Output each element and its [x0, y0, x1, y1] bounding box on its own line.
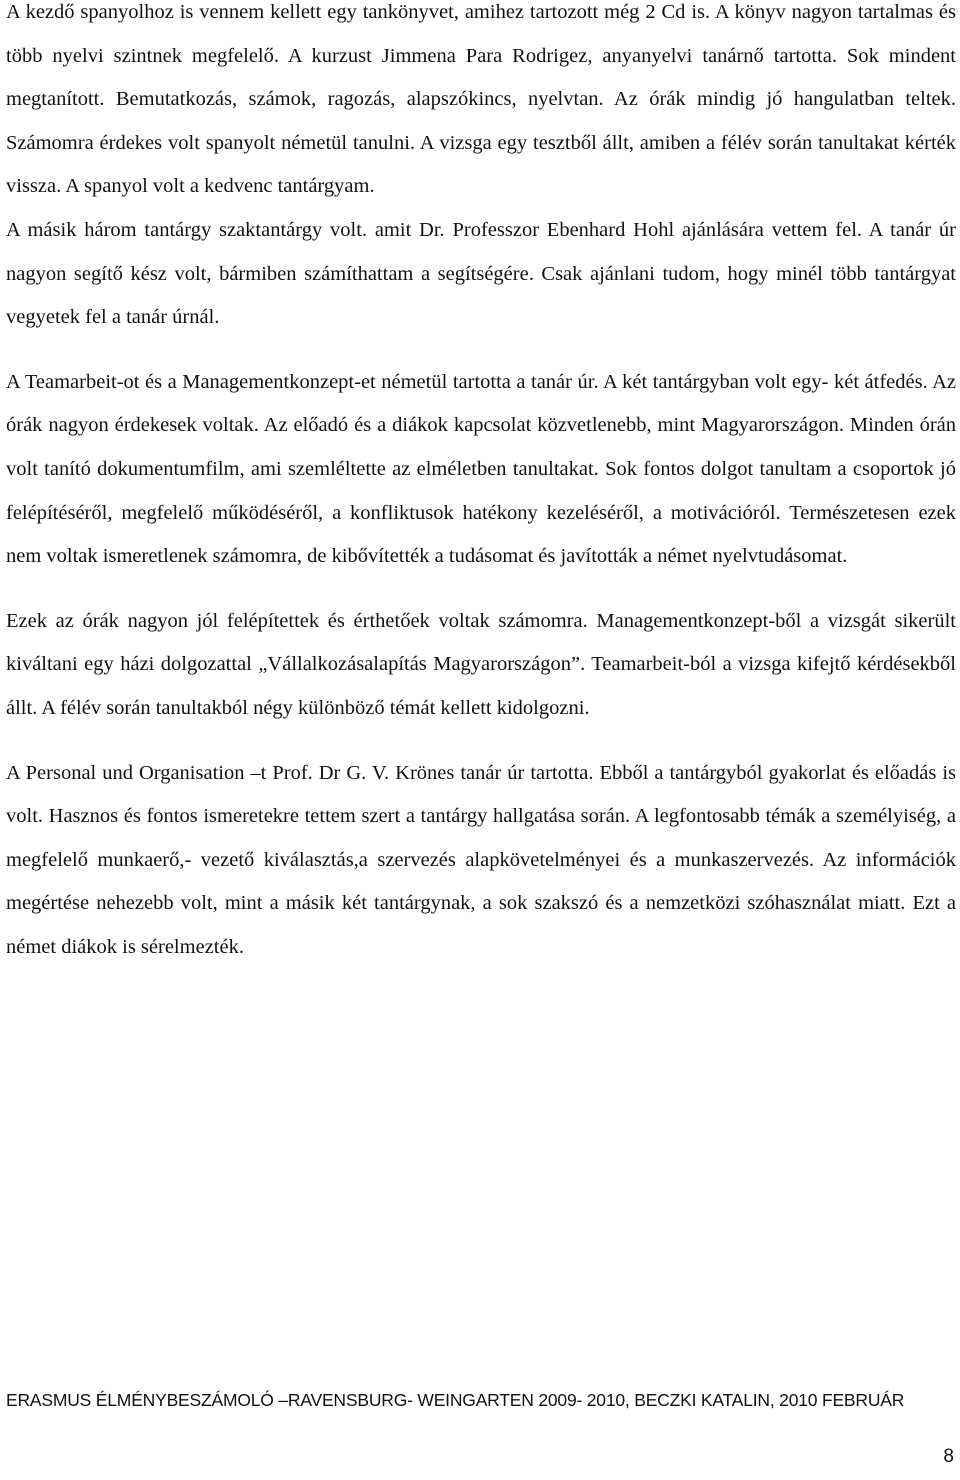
paragraph-other-subjects: A másik három tantárgy szaktantárgy volt. amit Dr. Professzor Ebenhard Hohl ajánlására vettem fel. A tanár úr nagyon segítő kész volt, bármiben számíthattam a segítségére. Csak ajánlani tudom, hogy minél több tantárgyat vegyetek fel a tanár úrnál. [6, 218, 956, 329]
paragraph-exams: Ezek az órák nagyon jól felépítettek és érthetőek voltak számomra. Managementkonzept-ből a vizsgát sikerült kiváltani egy házi dolgozattal „Vállalkozásalapítás Magyarországon”. Teamarbeit-ból a vizsga kifejtő kérdésekből állt. A félév során tanultakból négy különböző témát kellett kidolgozni. [6, 609, 956, 719]
page-number: 8 [943, 1446, 954, 1467]
paragraph-personal-organisation: A Personal und Organisation –t Prof. Dr G. V. Krönes tanár úr tartotta. Ebből a tantárgyból gyakorlat és előadás is volt. Hasznos és fontos ismeretekre tettem szert a tantárgy hallgatása során. A legfontosabb témák a személyiség, a megfelelő munkaerő,- vezető kiválasztás,a szervezés alapkövetelményei és a munkaszervezés. Az információk megértése nehezebb volt, mint a másik két tantárgynak, a sok szakszó és a nemzetközi szóhasználat miatt. Ezt a német diákok is sérelmezték. [6, 761, 956, 958]
page-footer: ERASMUS ÉLMÉNYBESZÁMOLÓ –RAVENSBURG- WEINGARTEN 2009- 2010, BECZKI KATALIN, 2010 FEBRUÁR [6, 1390, 905, 1410]
paragraph-spanish-course: A kezdő spanyolhoz is vennem kellett egy tankönyvet, amihez tartozott még 2 Cd is. A könyv nagyon tartalmas és több nyelvi szintnek megfelelő. A kurzust Jimmena Para Rodrigez, anyanyelvi tanárnő tartotta. Sok mindent megtanított. Bemutatkozás, számok, ragozás, alapszókincs, nyelvtan. Az órák mindig jó hangulatban teltek. Számomra érdekes volt spanyolt németül tanulni. A vizsga egy tesztből állt, amiben a félév során tanultakat kérték vissza. A spanyol volt a kedvenc tantárgyam. [6, 1, 956, 198]
paragraph-teamarbeit-management: A Teamarbeit-ot és a Managementkonzept-et németül tartotta a tanár úr. A két tantárgyban volt egy- két átfedés. Az órák nagyon érdekesek voltak. Az előadó és a diákok kapcsolat közvetlenebb, mint Magyarországon. Minden órán volt tanító dokumentumfilm, ami szemléltette az elméletben tanultakat. Sok fontos dolgot tanultam a csoportok jó felépítéséről, megfelelő működéséről, a konfliktusok hatékony kezeléséről, a motivációról. Természetesen ezek nem voltak ismeretlenek számomra, de kibővítették a tudásomat és javították a német nyelvtudásomat. [6, 370, 956, 568]
document-body [6, 0, 956, 969]
